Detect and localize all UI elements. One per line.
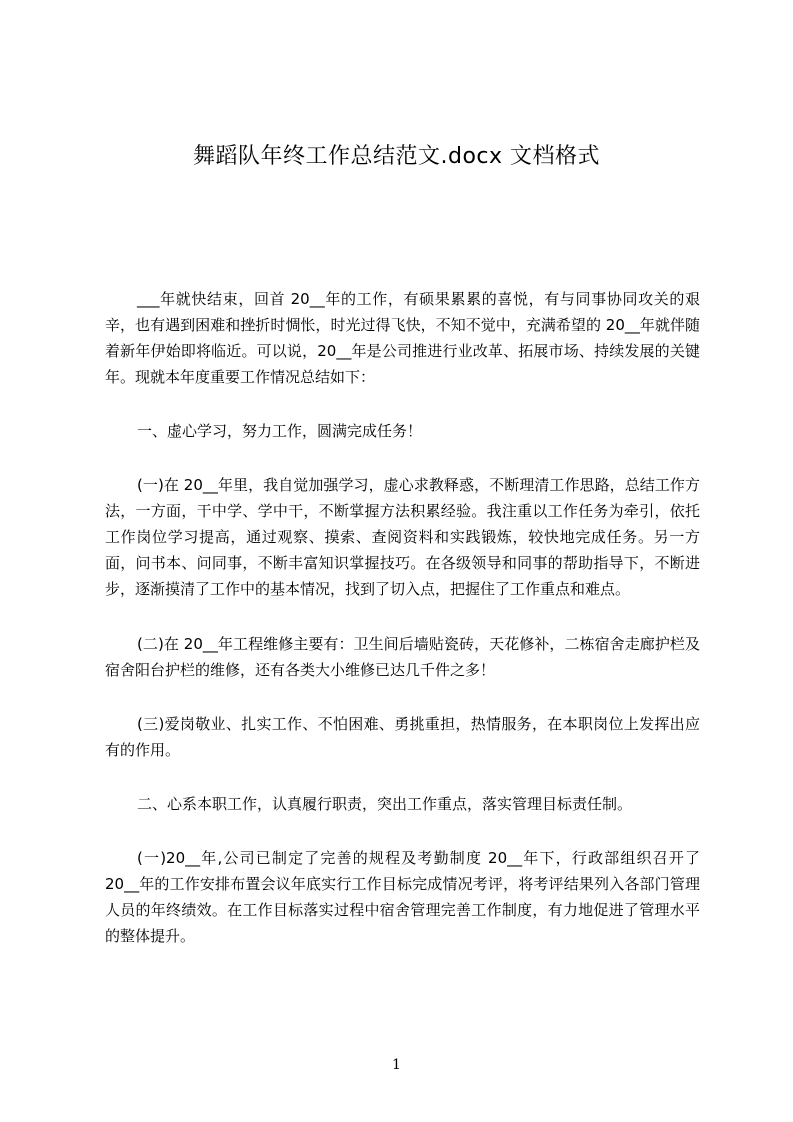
section-heading-2: 二、心系本职工作，认真履行职责，突出工作重点，落实管理目标责任制。 (137, 795, 633, 813)
subsection-paragraph-2-1: (一)20__年,公司已制定了完善的规程及考勤制度 20__年下，行政部组织召开了 20__年的工作安排布置会议年底实行工作目标完成情况考评，将考评结果列入各部门管理人员的年终绩效。在工作目标落实过程中宿舍管理完善工作制度，有力地促进了管理水平的整体提升。 (105, 849, 700, 945)
intro-paragraph: ___年就快结束，回首 20__年的工作，有硕果累累的喜悦，有与同事协同攻关的艰辛，也有遇到困难和挫折时惆怅，时光过得飞快，不知不觉中，充满希望的 20__年就伴随着新年伊始即将临近。可以说，20__年是公司推进行业改革、拓展市场、持续发展的关键年。现就本年度重要工作情况总结如下： (105, 290, 700, 386)
subsection-paragraph-1-2: (二)在 20__年工程维修主要有：卫生间后墙贴瓷砖，天花修补，二栋宿舍走廊护栏及宿舍阳台护栏的维修，还有各类大小维修已达几千件之多！ (105, 635, 700, 679)
document-title: 舞蹈队年终工作总结范文.docx 文档格式 (192, 144, 601, 169)
subsection-paragraph-1-1: (一)在 20__年里，我自觉加强学习，虚心求教释惑，不断理清工作思路，总结工作方法，一方面，干中学、学中干，不断掌握方法积累经验。我注重以工作任务为牵引，依托工作岗位学习提高，通过观察、摸索、查阅资料和实践锻炼，较快地完成任务。另一方面，问书本、问同事，不断丰富知识掌握技巧。在各级领导和同事的帮助指导下，不断进步，逐渐摸清了工作中的基本情况，找到了切入点，把握住了工作重点和难点。 (105, 476, 700, 598)
page-number: 1 (392, 1057, 401, 1073)
subsection-paragraph-1-3: (三)爱岗敬业、扎实工作、不怕困难、勇挑重担，热情服务，在本职岗位上发挥出应有的作用。 (105, 715, 700, 759)
document-body (105, 286, 700, 949)
section-heading-1: 一、虚心学习，努力工作，圆满完成任务！ (137, 422, 423, 440)
